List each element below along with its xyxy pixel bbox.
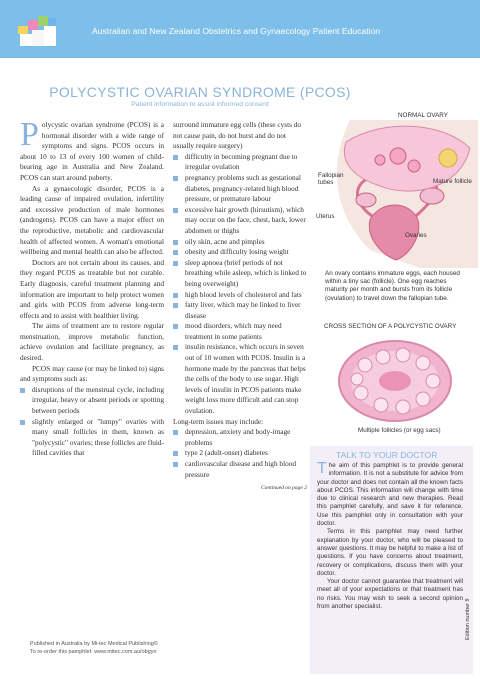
column-2 [173, 120, 307, 494]
figure1-title: NORMAL OVARY [398, 112, 448, 119]
list-item: fatty liver, which may be linked to liver disease [173, 300, 307, 321]
talk-drop-cap: T [317, 460, 327, 477]
symptom-list-1 [20, 385, 164, 459]
ovaries-label: Ovaries [405, 232, 427, 239]
header-banner [0, 0, 480, 58]
column-1 [20, 116, 164, 459]
page-title: POLYCYSTIC OVARIAN SYNDROME (PCOS) [49, 84, 351, 100]
multiple-follicles-label: Multiple follicles (or egg sacs) [358, 427, 441, 434]
list-item: mood disorders, which may need treatment in some patients [173, 321, 307, 342]
page-subtitle: Patient information to assist informed consent [131, 101, 269, 108]
list-item: cardiovascular disease and high blood pressure [173, 459, 307, 480]
list-item: oily skin, acne and pimples [173, 237, 307, 248]
list-item: pregnancy problems such as gestational diabetes, pregnancy-related high blood pressure, or premature labour [173, 173, 307, 205]
list-item: slightly enlarged or "lumpy" ovaries with many small follicles in them, known as "polycystic" ovaries; these follicles are fluid-filled cavities that [20, 417, 164, 459]
talk-paragraph-3: Your doctor cannot guarantee that treatment will meet all of your expectations or that treatment has no risks. You may wish to seek a second opinion from another specialist. [317, 578, 463, 611]
fallopian-label: Fallopian tubes [318, 172, 344, 186]
list-item: difficulty in becoming pregnant due to irregular ovulation [173, 152, 307, 173]
drop-cap: P [20, 116, 39, 153]
intro-paragraph [20, 116, 164, 184]
paragraph-3: Doctors are not certain about its causes, and they regard PCOS as treatable but not curable. Early diagnosis, careful treatment planning and information are important to help protect women and girls with PCOS from adverse long-term effects and to assist with healthier living. [20, 257, 164, 320]
talk-paragraph-1 [317, 462, 463, 528]
list-item: depression, anxiety and body-image problems [173, 427, 307, 448]
reorder-link[interactable]: To re-order this pamphlet: www.mitec.com.au/obgyn [30, 648, 157, 655]
paragraph-2: As a gynaecologic disorder, PCOS is a leading cause of impaired ovulation, infertility and excessive production of male hormones (androgens). PCOS can have a major effect on the reproductive, metabolic and cardiovascular health of affected women. A woman's emotional wellbeing and mental health can also be affected. [20, 183, 164, 257]
list-item: excessive hair growth (hirsutism), which may occur on the face, chest, back, lower abdomen or thighs [173, 205, 307, 237]
talk-title: TALK TO YOUR DOCTOR [336, 450, 438, 460]
talk-to-doctor-box [310, 446, 473, 674]
publisher-info [30, 641, 158, 656]
mature-follicle-label: Mature follicle [433, 178, 472, 185]
long-term-list [173, 427, 307, 480]
edition-number: Edition number 9 [465, 598, 471, 640]
uterus-label: Uterus [316, 213, 335, 220]
continued-text: surround immature egg cells (these cysts do not cause pain, do not burst and do not usually require surgery) [173, 120, 302, 151]
list-item: type 2 (adult-onset) diabetes [173, 448, 307, 459]
list-item: sleep apnoea (brief periods of not breathing while asleep, which is linked to being overweight) [173, 258, 307, 290]
header-title: Australian and New Zealand Obstetrics and Gynaecology Patient Education [92, 26, 381, 36]
talk-text-1: he aim of this pamphlet is to provide general information. It is not a substitute for advice from your doctor and does not contain all the known facts about PCOS. This information will change with time due to clinical research and new therapies. Read this pamphlet carefully, and save it for reference. Use this pamphlet only in consultation with your doctor. [317, 462, 463, 528]
symptom-list-2 [173, 152, 307, 417]
paragraph-4: The aims of treatment are to restore regular menstruation, improve metabolic function, achieve ovulation and facilitate pregnancy, as desired. [20, 321, 164, 363]
list-item: insulin resistance, which occurs in seven out of 10 women with PCOS. Insulin is a hormone made by the pancreas that helps the cells of the body to use sugar. High levels of insulin in PCOS patients make weight loss more difficult and can stop ovulation. [173, 342, 307, 416]
list-item: obesity and difficulty losing weight [173, 247, 307, 258]
list-item: disruptions of the menstrual cycle, including irregular, heavy or absent periods or spotting between periods [20, 385, 164, 417]
intro-text: olycystic ovarian syndrome (PCOS) is a hormonal disorder with a wide range of symptoms and signs. PCOS occurs in about 10 to 13 of every 100 women of child-bearing age in Australia and New Zealand. PCOS can start around puberty. [20, 120, 164, 182]
continued-note: Continued on page 2 [261, 485, 307, 492]
long-term-heading: Long-term issues may include: [173, 416, 264, 426]
list-item: high blood levels of cholesterol and fats [173, 290, 307, 301]
figure2-title: CROSS SECTION OF A POLYCYSTIC OVARY [324, 323, 457, 330]
paragraph-5: PCOS may cause (or may be linked to) signs and symptoms such as: [20, 363, 164, 384]
normal-ovary-illustration [310, 120, 478, 268]
book-logo-icon [18, 16, 58, 48]
publisher-line: Published in Australia by Mi-tec Medical Publishing© [30, 641, 158, 647]
talk-body [317, 462, 463, 611]
polycystic-ovary-illustration [335, 335, 455, 425]
talk-paragraph-2: Terms in this pamphlet may need further explanation by your doctor, who will be pleased to answer questions. It may be helpful to make a list of questions. If you have concerns about treatment, recovery or complications, discuss them with your doctor. [317, 528, 463, 577]
figure1-caption: An ovary contains immature eggs, each housed within a tiny sac (follicle). One egg reaches maturity per month and bursts from its follicle (ovulation) to travel down the fallopian tube. [325, 270, 460, 302]
